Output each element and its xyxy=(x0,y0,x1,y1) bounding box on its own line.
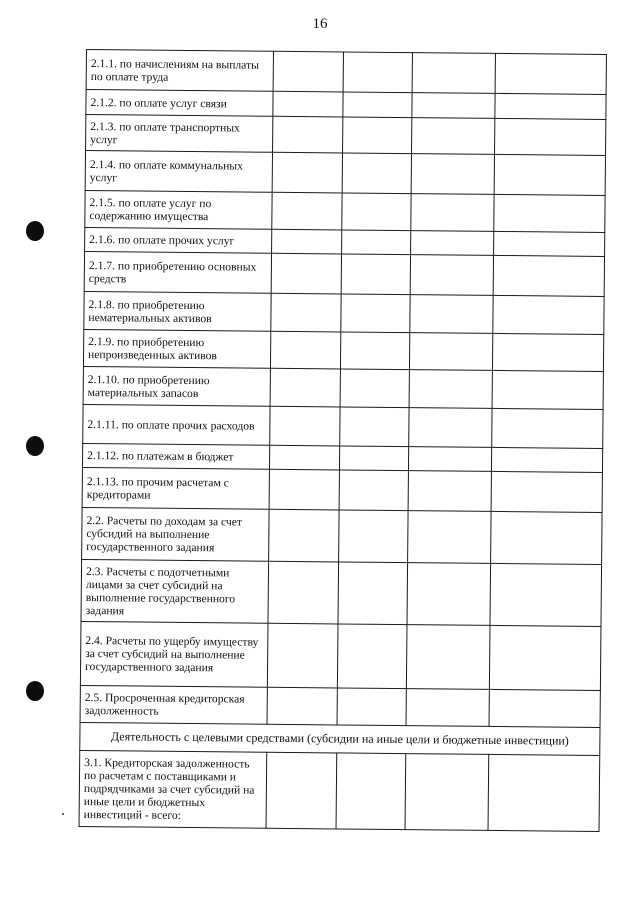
empty-cell xyxy=(491,471,602,512)
row-label: 2.1.6. по оплате прочих услуг xyxy=(85,227,272,253)
empty-cell xyxy=(410,255,493,296)
empty-cell xyxy=(273,51,343,92)
empty-cell xyxy=(341,254,410,295)
table-row xyxy=(81,559,602,626)
table-row xyxy=(86,50,606,95)
empty-cell xyxy=(272,192,342,230)
table-row xyxy=(82,507,602,564)
row-label: 2.1.7. по приобретению основных средств xyxy=(84,251,271,293)
empty-cell xyxy=(340,407,409,447)
empty-cell xyxy=(409,408,492,448)
empty-cell xyxy=(272,229,342,254)
table-row xyxy=(83,329,603,371)
empty-cell xyxy=(491,447,602,472)
row-label: 2.1.13. по прочим расчетам с кредиторами xyxy=(82,467,269,509)
empty-cell xyxy=(409,333,492,371)
empty-cell xyxy=(489,625,601,690)
empty-cell xyxy=(343,52,412,93)
empty-cell xyxy=(269,445,339,470)
empty-cell xyxy=(270,406,340,446)
row-label: 2.1.1. по начислениям на выплаты по оплате труда xyxy=(86,50,273,92)
empty-cell xyxy=(271,253,341,294)
empty-cell xyxy=(271,293,341,332)
empty-cell xyxy=(494,231,605,256)
row-label: 2.1.2. по оплате услуг связи xyxy=(86,90,273,117)
empty-cell xyxy=(270,368,340,407)
row-label: 2.1.4. по оплате коммунальных услуг xyxy=(85,151,272,193)
row-label: 2.1.11. по оплате прочих расходов xyxy=(83,404,270,445)
empty-cell xyxy=(492,408,603,448)
empty-cell xyxy=(408,511,491,564)
table-row xyxy=(82,467,602,512)
empty-cell xyxy=(338,562,408,625)
empty-cell xyxy=(412,53,495,94)
empty-cell xyxy=(343,117,412,154)
empty-cell xyxy=(490,563,602,626)
empty-cell xyxy=(494,154,605,195)
page-number: 16 xyxy=(312,16,328,32)
empty-cell xyxy=(411,194,494,232)
empty-cell xyxy=(410,295,493,334)
empty-cell xyxy=(495,93,606,119)
empty-cell xyxy=(273,91,343,117)
punch-hole-bottom xyxy=(26,681,44,701)
empty-cell xyxy=(340,369,409,408)
row-label: 3.1. Кредиторская задолженность по расчетам с поставщиками и подрядчиками за счет субсидий на иные цели и бюджетных инвестиций - всего: xyxy=(79,750,267,828)
empty-cell xyxy=(408,471,491,512)
table-row xyxy=(85,151,605,196)
empty-cell xyxy=(337,688,406,726)
empty-cell xyxy=(407,563,491,626)
row-label: 2.1.12. по платежам в бюджет xyxy=(82,443,269,469)
empty-cell xyxy=(339,470,408,511)
punch-hole-middle xyxy=(26,436,44,456)
row-label: 2.1.10. по приобретению материальных запасов xyxy=(83,366,270,406)
empty-cell xyxy=(495,118,606,155)
empty-cell xyxy=(339,446,408,471)
empty-cell xyxy=(337,624,407,689)
empty-cell xyxy=(270,331,340,369)
empty-cell xyxy=(411,154,494,195)
table-row xyxy=(80,621,601,690)
empty-cell xyxy=(409,370,492,409)
liabilities-table xyxy=(79,49,607,832)
empty-cell xyxy=(268,561,339,624)
table-row xyxy=(83,404,603,448)
row-label: 2.1.8. по приобретению нематериальных активов xyxy=(84,291,271,331)
empty-cell xyxy=(406,689,489,727)
row-label: 2.4. Расчеты по ущербу имуществу за счет субсидий на выполнение государственного задания xyxy=(80,621,268,687)
empty-cell xyxy=(341,294,410,333)
empty-cell xyxy=(412,93,495,119)
table-row xyxy=(84,251,604,296)
empty-cell xyxy=(493,295,604,334)
empty-cell xyxy=(267,623,338,688)
empty-cell xyxy=(269,509,339,562)
section-header: Деятельность с целевыми средствами (субсидии на иные цели и бюджетные инвестиции) xyxy=(80,722,600,755)
empty-cell xyxy=(272,152,342,193)
empty-cell xyxy=(339,510,408,563)
empty-cell xyxy=(266,752,337,829)
empty-cell xyxy=(343,92,412,118)
empty-cell xyxy=(411,231,494,256)
empty-cell xyxy=(273,116,343,153)
row-label: 2.3. Расчеты с подотчетными лицами за счет субсидий на выполнение государственного задания xyxy=(81,559,269,623)
empty-cell xyxy=(342,193,411,231)
empty-cell xyxy=(342,153,411,194)
scan-mark xyxy=(62,813,64,815)
empty-cell xyxy=(406,625,490,690)
row-label: 2.1.9. по приобретению непроизведенных активов xyxy=(83,329,270,368)
table-row xyxy=(83,366,603,409)
empty-cell xyxy=(491,511,602,564)
table-row xyxy=(84,291,604,334)
row-label: 2.1.5. по оплате услуг по содержанию имущества xyxy=(85,190,272,229)
empty-cell xyxy=(495,53,606,94)
empty-cell xyxy=(492,370,603,409)
empty-cell xyxy=(405,754,489,831)
row-label: 2.2. Расчеты по доходам за счет субсидий на выполнение государственного задания xyxy=(82,507,269,561)
empty-cell xyxy=(340,332,409,370)
empty-cell xyxy=(494,194,605,232)
row-label: 2.1.3. по оплате транспортных услуг xyxy=(86,115,273,153)
empty-cell xyxy=(493,255,604,296)
empty-cell xyxy=(412,118,495,155)
empty-cell xyxy=(492,333,603,371)
empty-cell xyxy=(489,689,600,727)
table-row xyxy=(85,190,605,232)
table-row xyxy=(80,685,600,727)
empty-cell xyxy=(267,687,337,725)
punch-hole-top xyxy=(26,221,44,241)
table-row xyxy=(79,750,600,831)
row-label: 2.5. Просроченная кредиторская задолженность xyxy=(80,685,267,724)
empty-cell xyxy=(342,230,411,255)
empty-cell xyxy=(269,469,339,510)
table-row xyxy=(86,115,606,156)
empty-cell xyxy=(488,754,600,831)
empty-cell xyxy=(336,753,406,830)
empty-cell xyxy=(408,447,491,472)
